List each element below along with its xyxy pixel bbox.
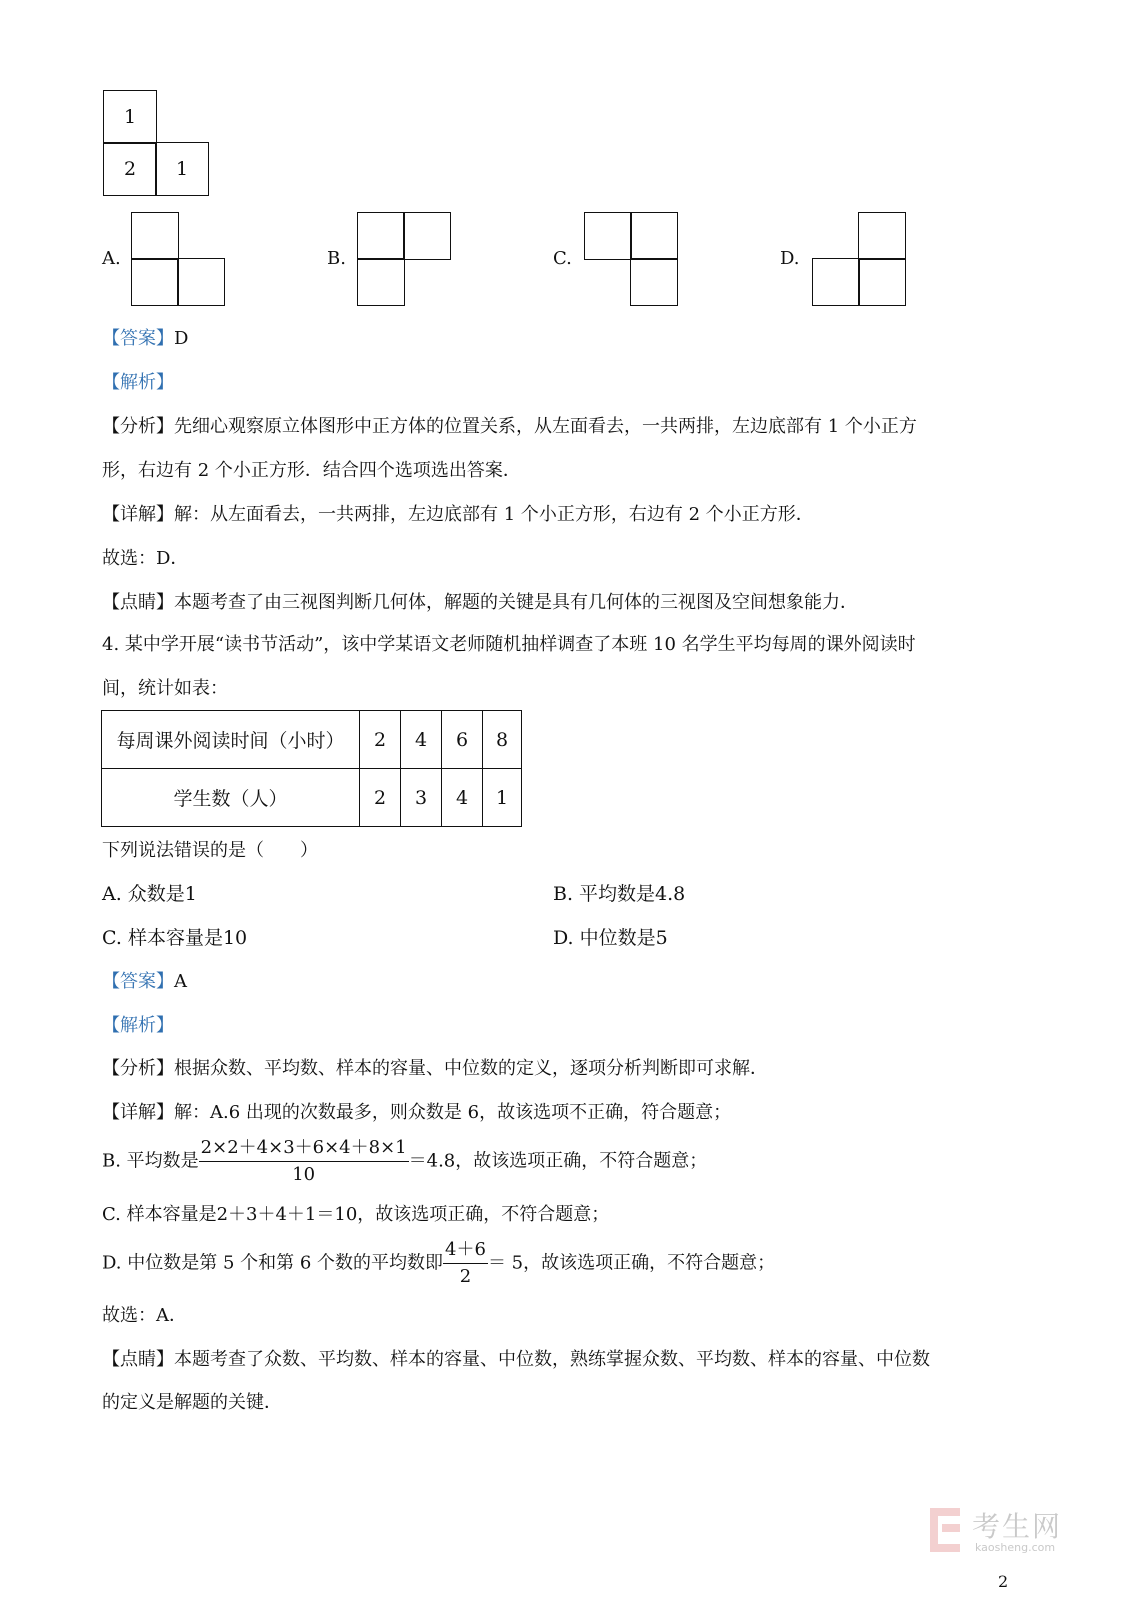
q4-analysis-tag: 【解析】: [102, 1015, 174, 1036]
answer-tag: 【答案】: [102, 328, 174, 349]
q4-dianjing-line1: 【点睛】本题考查了众数、平均数、样本的容量、中位数，熟练掌握众数、平均数、样本的容量、中位数: [102, 1349, 930, 1370]
table-header-cell: 每周课外阅读时间（小时）: [102, 711, 360, 769]
table-cell: 4: [401, 711, 442, 769]
table-cell: 2: [360, 711, 401, 769]
q3-fenxi-line1: 【分析】先细心观察原立体图形中正方体的位置关系，从左面看去，一共两排，左边底部有 1 个小正方: [102, 416, 917, 437]
figure-label-bottom-left: 2: [123, 158, 137, 180]
figure-label-top: 1: [123, 106, 137, 128]
answer-tag: 【答案】: [102, 971, 174, 992]
q4-option-a: A. 众数是1: [102, 883, 197, 905]
q3-guxuan: 故选：D．: [102, 548, 189, 569]
q3-option-c-label: C.: [553, 248, 572, 269]
q3-xiangjie: 【详解】解：从左面看去，一共两排，左边底部有 1 个小正方形，右边有 2 个小正方形．: [102, 504, 814, 525]
q3-dianjing: 【点睛】本题考查了由三视图判断几何体，解题的关键是具有几何体的三视图及空间想象能力．: [102, 592, 858, 613]
d-suffix: ＝ 5，故该选项正确，不符合题意；: [487, 1252, 776, 1274]
q3-option-d-label: D.: [780, 248, 800, 269]
q3-analysis-tag: 【解析】: [102, 372, 174, 393]
fraction-numerator: 4＋6: [443, 1238, 488, 1264]
option-square: [177, 258, 225, 306]
q4-xiangjie-d: [102, 1238, 775, 1289]
option-square: [630, 212, 678, 260]
table-cell: 4: [442, 769, 483, 827]
table-cell: 2: [360, 769, 401, 827]
table-cell: 1: [483, 769, 522, 827]
q4-question: 下列说法错误的是（ ）: [102, 840, 318, 861]
mean-fraction: [199, 1136, 409, 1187]
option-square: [357, 258, 405, 306]
q4-dianjing-line2: 的定义是解题的关键．: [102, 1392, 282, 1413]
watermark-text: 考生网: [972, 1510, 1063, 1543]
q4-stem-line1: 4. 某中学开展“读书节活动”，该中学某语文老师随机抽样调查了本班 10 名学生平均每周的课外阅读时: [102, 634, 916, 655]
option-square: [131, 212, 179, 260]
b-suffix: ＝4.8，故该选项正确，不符合题意；: [408, 1150, 708, 1172]
fraction-denominator: 2: [459, 1266, 472, 1287]
option-square: [357, 212, 405, 260]
figure-label-bottom-right: 1: [175, 158, 189, 180]
q4-guxuan: 故选：A．: [102, 1305, 187, 1326]
q4-answer: [102, 970, 187, 994]
q4-xiangjie-c: C. 样本容量是2＋3＋4＋1＝10，故该选项正确，不符合题意；: [102, 1204, 610, 1225]
answer-value: D: [174, 328, 189, 349]
q4-stem-line2: 间，统计如表：: [102, 678, 228, 699]
figure-square-bottom-left: [103, 142, 157, 196]
figure-square-top: [103, 90, 157, 144]
q4-option-b: B. 平均数是4.8: [553, 883, 686, 905]
q4-xiangjie-b: [102, 1136, 707, 1187]
q3-option-a-label: A.: [102, 248, 121, 269]
table-cell: 3: [401, 769, 442, 827]
fraction-numerator: 2×2＋4×3＋6×4＋8×1: [199, 1136, 409, 1162]
option-square: [630, 258, 678, 306]
page-number: 2: [998, 1572, 1009, 1591]
table-cell: 8: [483, 711, 522, 769]
table-header-cell: 学生数（人）: [102, 769, 360, 827]
b-prefix: B. 平均数是: [102, 1150, 199, 1172]
q3-answer: [102, 327, 188, 351]
table-cell: 6: [442, 711, 483, 769]
option-square: [858, 212, 906, 260]
q4-fenxi: 【分析】根据众数、平均数、样本的容量、中位数的定义，逐项分析判断即可求解．: [102, 1058, 768, 1079]
table-row: [102, 769, 522, 827]
option-square: [858, 258, 906, 306]
option-square: [403, 212, 451, 260]
median-fraction: [443, 1238, 488, 1289]
answer-value: A: [174, 971, 187, 992]
q3-option-b-label: B.: [327, 248, 346, 269]
d-prefix: D. 中位数是第 5 个和第 6 个数的平均数即: [102, 1252, 444, 1274]
q3-fenxi-line2: 形，右边有 2 个小正方形．结合四个选项选出答案．: [102, 460, 521, 481]
fraction-denominator: 10: [292, 1164, 316, 1185]
q4-stats-table: [101, 710, 522, 827]
option-square: [584, 212, 632, 260]
figure-square-bottom-right: [155, 142, 209, 196]
q4-option-c: C. 样本容量是10: [102, 927, 248, 949]
option-square: [131, 258, 179, 306]
watermark-subtext: kaosheng.com: [975, 1541, 1056, 1554]
option-square: [812, 258, 860, 306]
table-row: [102, 711, 522, 769]
q4-option-d: D. 中位数是5: [553, 927, 668, 949]
q4-xiangjie-a: 【详解】解：A.6 出现的次数最多，则众数是 6，故该选项不正确，符合题意；: [102, 1102, 732, 1123]
